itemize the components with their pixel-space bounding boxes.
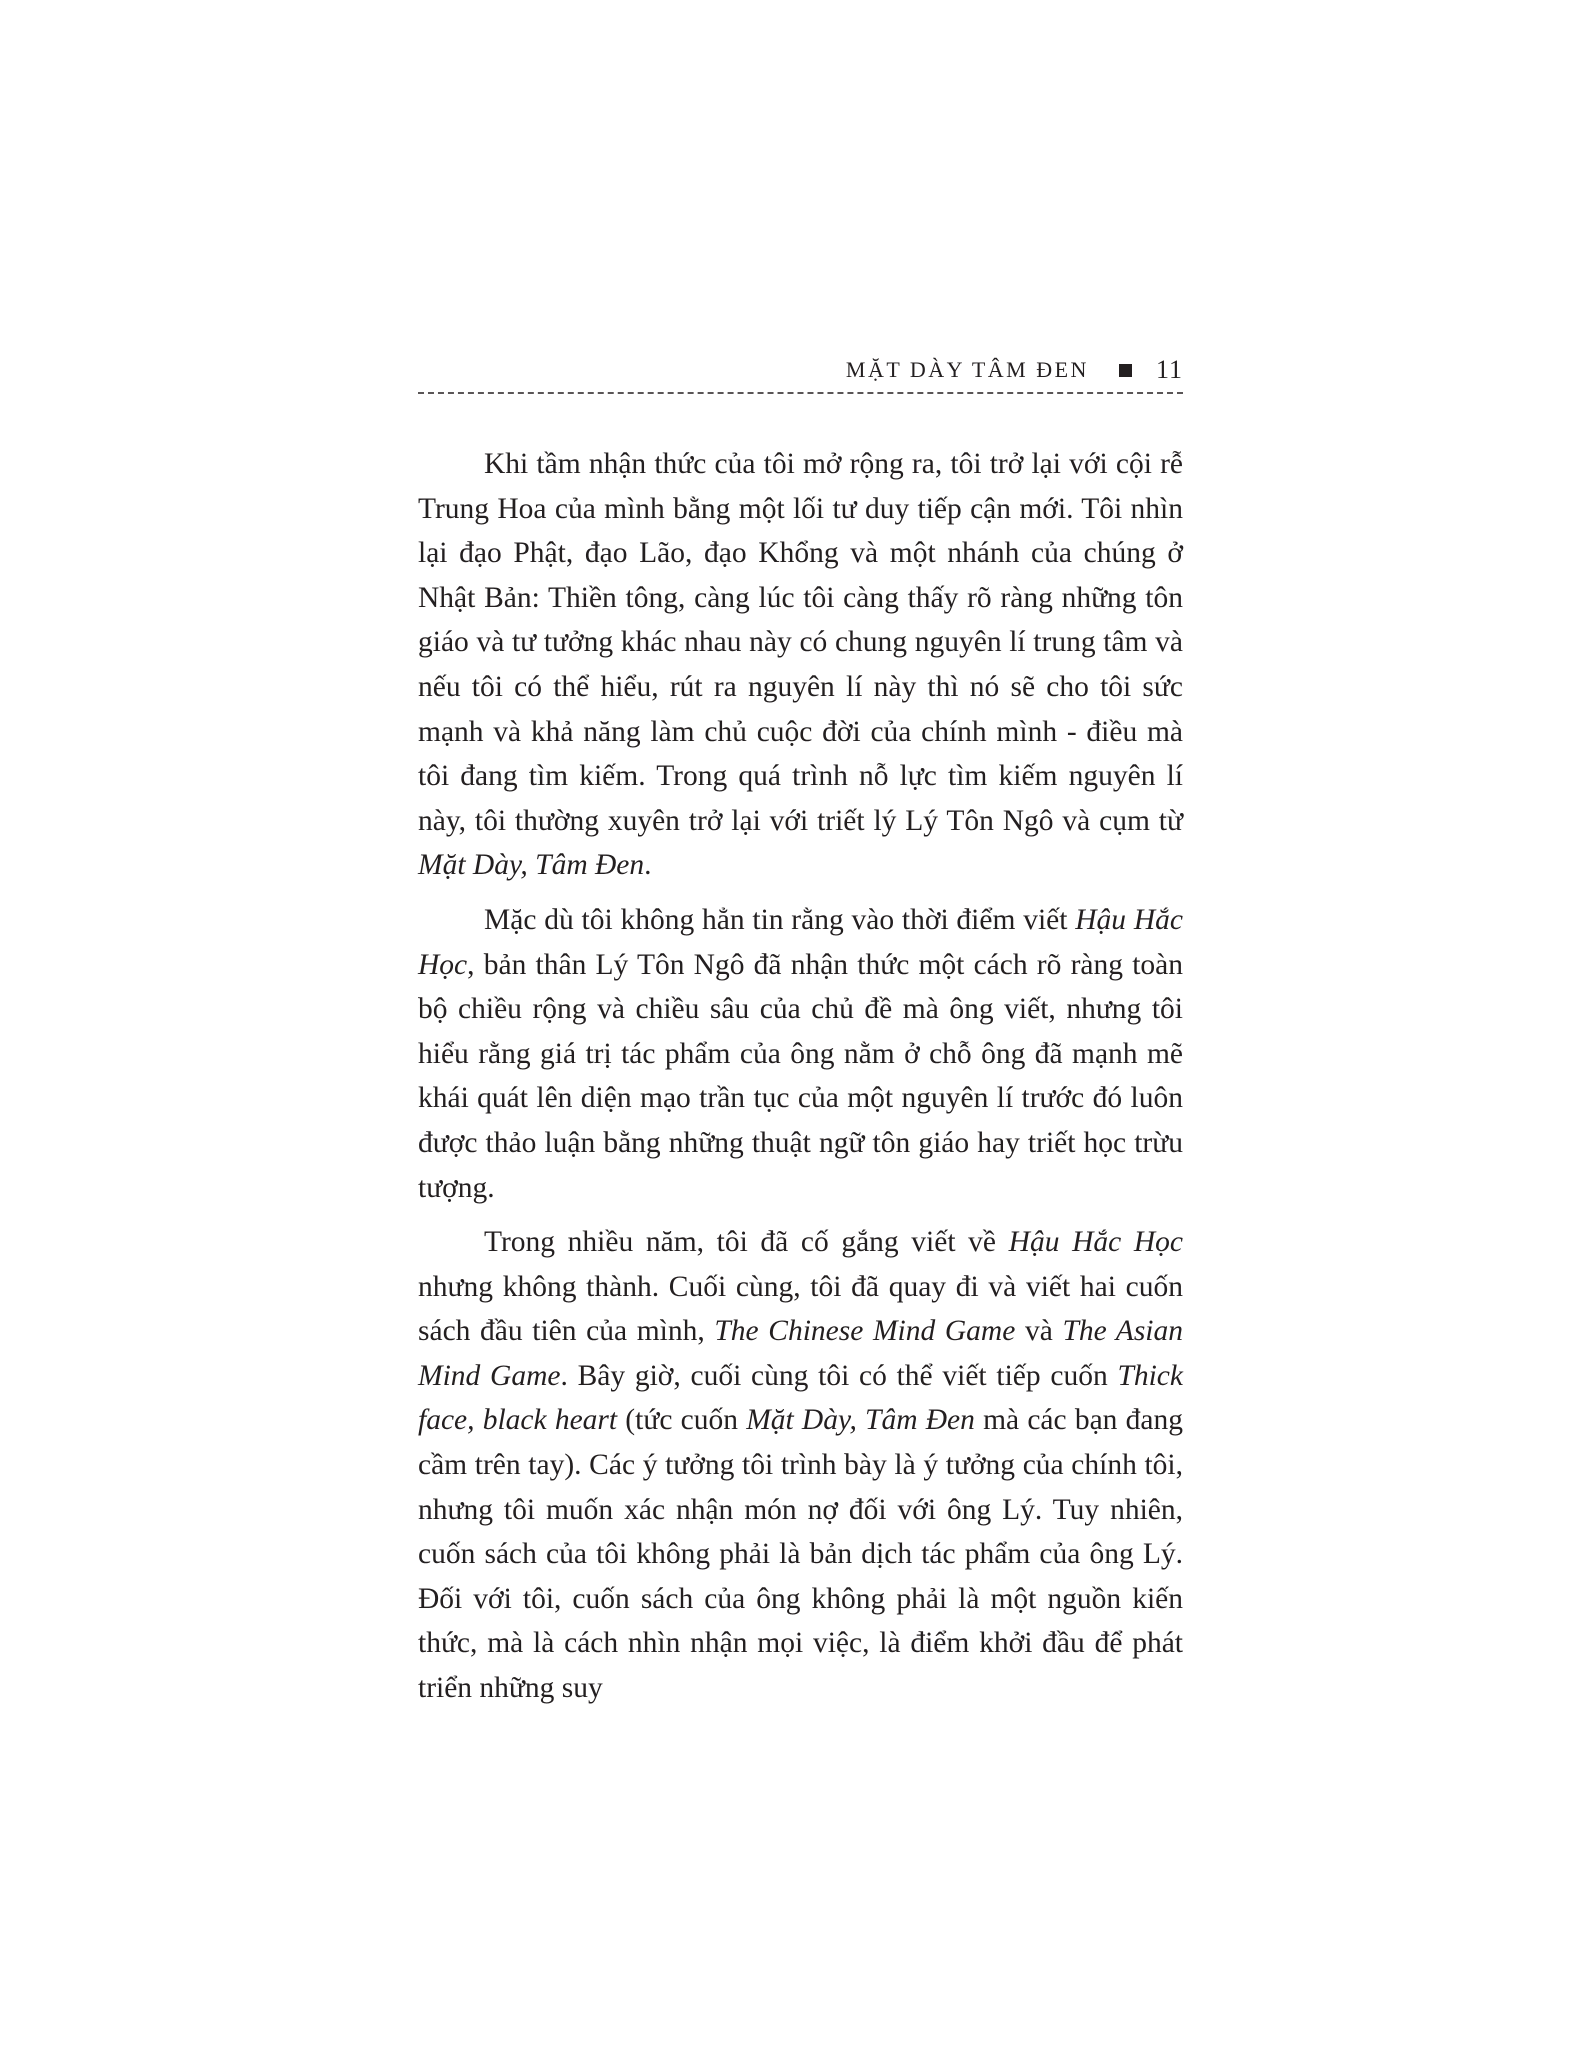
text-run: và [1015, 1315, 1063, 1348]
running-header [418, 350, 1183, 390]
book-title-mat-day-tam-den: Mặt Dày, Tâm Đen [746, 1404, 975, 1437]
text-run: mà các bạn đang cầm trên tay). Các ý tưởng tôi trình bày là ý tưởng của chính tôi, nhưng tôi muốn xác nhận món nợ đối với ông Lý. Tuy nhiên, cuốn sách của tôi không phải là bản dịch tác phẩm của ông Lý. Đối với tôi, cuốn sách của ông không phải là một nguồn kiến thức, mà là cách nhìn nhận mọi việc, là điểm khởi đầu để phát triển những suy [418, 1404, 1183, 1705]
text-run: Trong nhiều năm, tôi đã cố gắng viết về [484, 1226, 1009, 1259]
book-title-chinese-mind-game: The Chinese Mind Game [714, 1315, 1016, 1348]
book-title-thick-face-black-heart: Thick face, black heart [418, 1359, 1183, 1437]
book-title-asian-mind-game: The Asian Mind Game [418, 1315, 1184, 1392]
paragraph-3 [418, 1220, 1183, 1711]
book-title-hau-hac-hoc: Hậu Hắc Học [1008, 1226, 1183, 1259]
text-run: . Bây giờ, cuối cùng tôi có thể viết tiếp cuốn [560, 1359, 1118, 1392]
text-run: Mặc dù tôi không hẳn tin rằng vào thời điểm viết [484, 903, 1076, 936]
header-dashed-rule [418, 392, 1183, 394]
text-run: . [644, 849, 652, 882]
square-bullet-icon [1119, 364, 1132, 377]
text-run: nhưng không thành. Cuối cùng, tôi đã quay đi và viết hai cuốn sách đầu tiên của mình, [418, 1270, 1183, 1348]
page-number: 11 [1155, 355, 1183, 384]
body-text [418, 442, 1183, 1721]
paragraph-2 [418, 898, 1183, 1210]
book-title-mat-day-tam-den: Mặt Dày, Tâm Đen [418, 849, 645, 882]
paragraph-1 [418, 442, 1183, 888]
text-run: (tức cuốn [617, 1404, 747, 1437]
text-run: , bản thân Lý Tôn Ngô đã nhận thức một cách rõ ràng toàn bộ chiều rộng và chiều sâu của chủ đề mà ông viết, nhưng tôi hiểu rằng giá trị tác phẩm của ông nằm ở chỗ ông đã mạnh mẽ khái quát lên diện mạo trần tục của một nguyên lí trước đó luôn được thảo luận bằng những thuật ngữ tôn giáo hay triết học trừu tượng. [418, 948, 1183, 1204]
book-title-hau-hac-hoc: Hậu Hắc Học [418, 903, 1183, 981]
running-title: MẶT DÀY TÂM ĐEN [845, 357, 1089, 382]
text-run: Khi tầm nhận thức của tôi mở rộng ra, tôi trở lại với cội rễ Trung Hoa của mình bằng một lối tư duy tiếp cận mới. Tôi nhìn lại đạo Phật, đạo Lão, đạo Khổng và một nhánh của chúng ở Nhật Bản: Thiền tông, càng lúc tôi càng thấy rõ ràng những tôn giáo và tư tưởng khác nhau này có chung nguyên lí trung tâm và nếu tôi có thể hiểu, rút ra nguyên lí này thì nó sẽ cho tôi sức mạnh và khả năng làm chủ cuộc đời của chính mình - điều mà tôi đang tìm kiếm. Trong quá trình nỗ lực tìm kiếm nguyên lí này, tôi thường xuyên trở lại với triết lý Lý Tôn Ngô và cụm từ [418, 448, 1183, 837]
